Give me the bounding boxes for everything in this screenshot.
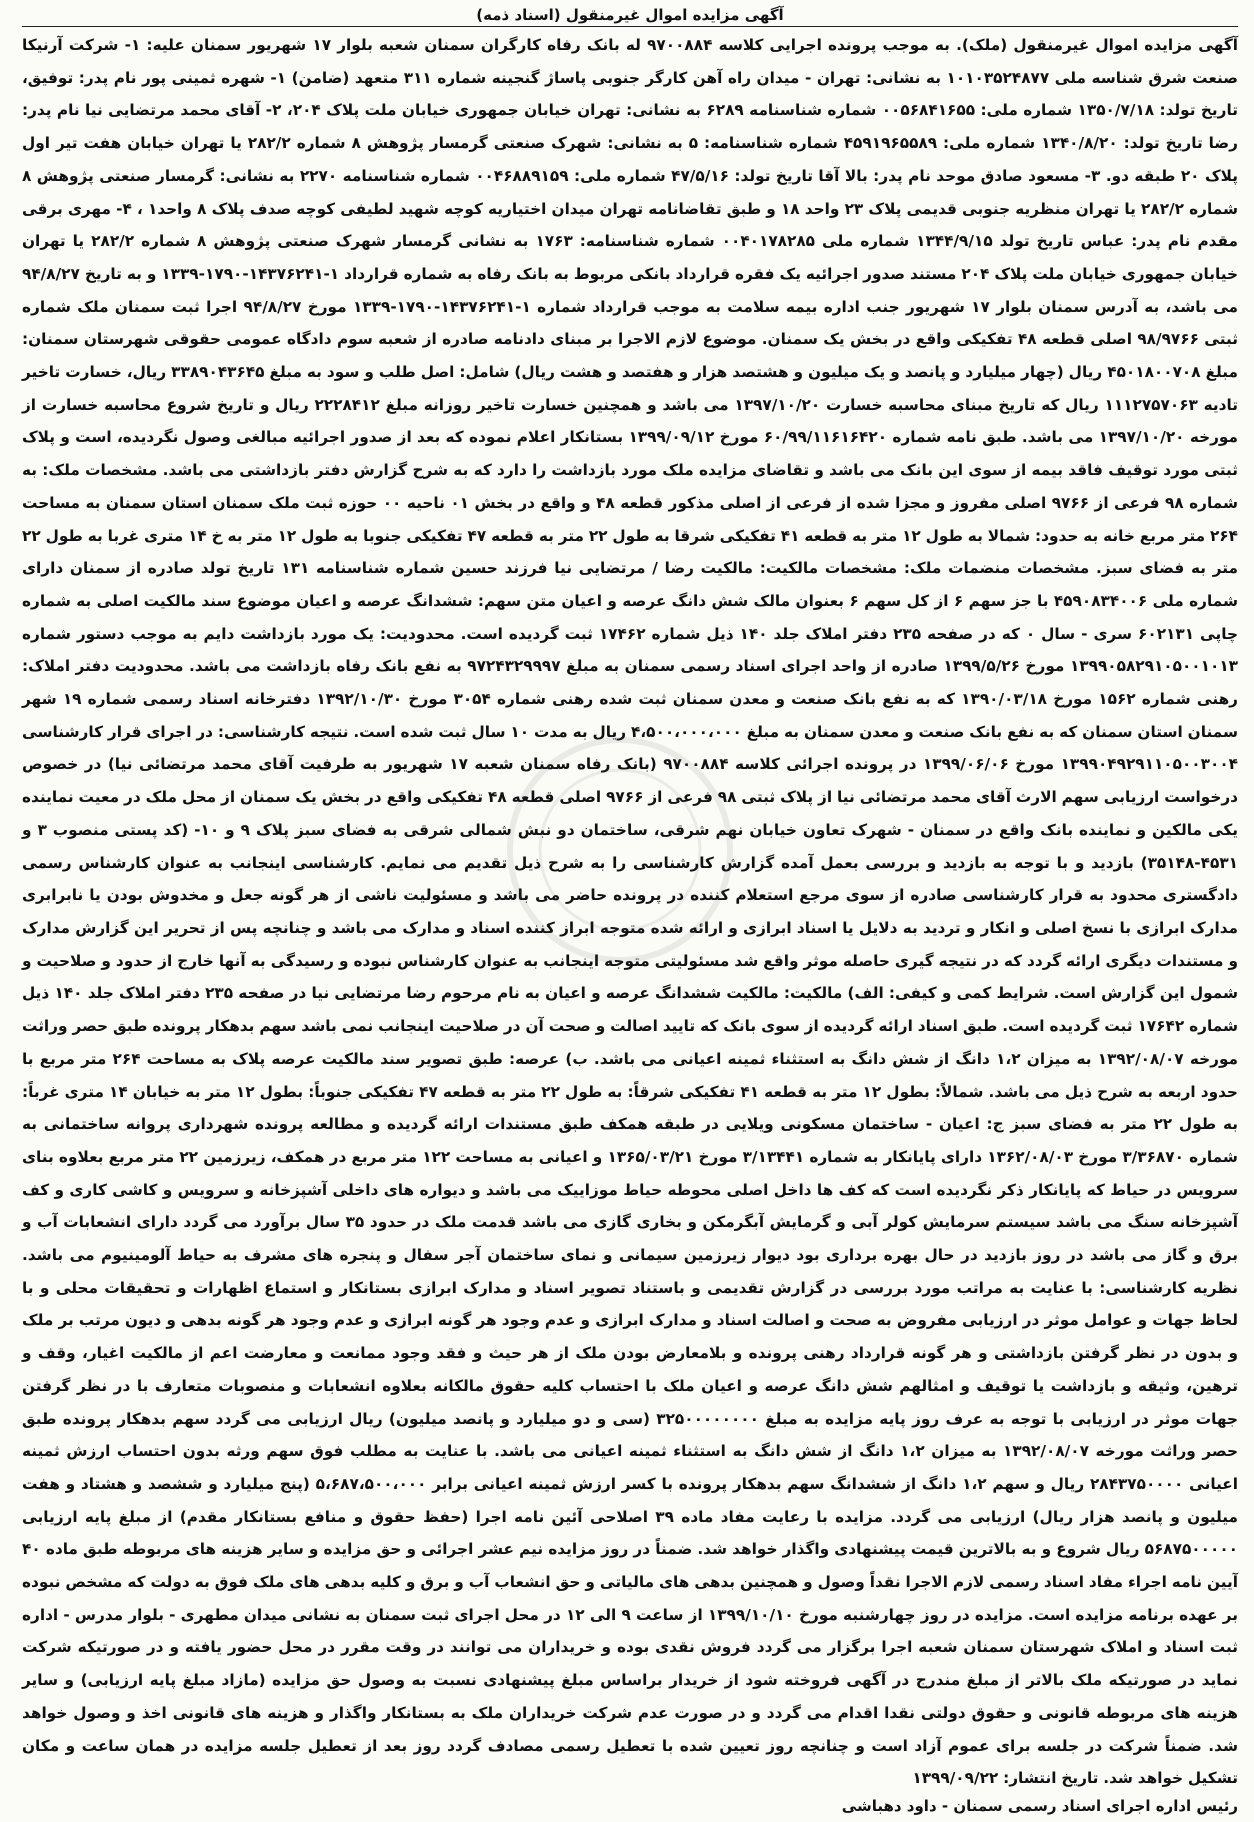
notice-title: آگهی مزایده اموال غیرمنقول (اسناد ذمه) bbox=[476, 6, 784, 24]
notice-signature: رئیس اداره اجرای اسناد رسمی سمنان - داود دهباشی bbox=[841, 1796, 1238, 1815]
notice-body: آگهی مزایده اموال غیرمنقول (ملک). به موجب پرونده اجرایی کلاسه ۹۷۰۰۸۸۴ له بانک رفاه کارگران سمنان شعبه بلوار ۱۷ شهریور سمنان علیه: ۱- شرکت آرنیکا صنعت شرق شناسه ملی ۱۰۱۰۳۵۲۴۸۷۷ به نشانی: تهران - میدان راه آهن کارگر جنوبی پاساژ گنجینه شماره ۳۱۱ متعهد (ضامن) ۱- شهره ثمینی پور نام پدر: توفیق، تاریخ تولد: ۱۳۵۰/۷/۱۸ شماره ملی: ۰۰۵۶۸۴۱۶۵۵ شماره شناسنامه ۶۲۸۹ به نشانی: تهران خیابان جمهوری خیابان ملت پلاک ۲۰۴، ۲- آقای محمد مرتضایی نیا نام پدر: رضا تاریخ تولد: ۱۳۴۰/۸/۲۰ شماره ملی: ۴۵۹۱۹۶۵۵۸۹ شماره شناسنامه: ۵ به نشانی: شهرک صنعتی گرمسار پژوهش ۸ شماره ۲۸۲/۲ یا تهران خیابان هفت تیر اول پلاک ۲۰ طبقه دو. ۳- مسعود صادق موحد نام پدر: بالا آقا تاریخ تولد: ۴۷/۵/۱۶ شماره ملی: ۰۰۴۶۸۸۹۱۵۹ شماره شناسنامه ۲۲۷۰ به نشانی: گرمسار صنعتی پژوهش ۸ شماره ۲۸۲/۲ یا تهران منظریه جنوبی قدیمی پلاک ۲۳ واحد ۱۸ و طبق تقاضانامه تهران میدان اختیاریه کوچه شهید لطیفی کوچه صدف پلاک ۸ واحد۱ ، ۴- مهری برقی مقدم نام پدر: عباس تاریخ تولد ۱۳۴۴/۹/۱۵ شماره ملی ۰۰۴۰۱۷۸۲۸۵ شماره شناسنامه: ۱۷۶۳ به نشانی گرمسار شهرک صنعتی پژوهش ۸ شماره ۲۸۲/۲ یا تهران خیابان جمهوری خیابان ملت پلاک ۲۰۴ مستند صدور اجرائیه یک فقره قرارداد بانکی مربوط به بانک رفاه به شماره قرارداد ۱-۱۴۳۷۶۲۴۱-۱۷۹۰-۱۳۳۹ و به تاریخ ۹۴/۸/۲۷ می باشد، به آدرس سمنان بلوار ۱۷ شهریور جنب اداره بیمه سلامت به موجب قرارداد شماره ۱-۱۴۳۷۶۲۴۱-۱۷۹۰-۱۳۳۹ مورخ ۹۴/۸/۲۷ اجرا ثبت سمنان ملک شماره ثبتی ۹۸/۹۷۶۶ اصلی قطعه ۴۸ تفکیکی واقع در بخش یک سمنان. موضوع لازم الاجرا بر مبنای دادنامه صادره از شعبه سوم دادگاه عمومی حقوقی شهرستان سمنان: مبلغ ۴۵۰۱۸۰۰۷۰۸ ریال (چهار میلیارد و پانصد و یک میلیون و هشتصد هزار و هفتصد و هشت ریال) شامل: اصل طلب و سود به مبلغ ۳۳۸۹۰۴۳۶۴۵ ریال، خسارت تاخیر تادیه ۱۱۱۲۷۵۷۰۶۳ ریال که تاریخ مبنای محاسبه خسارت ۱۳۹۷/۱۰/۲۰ می باشد و همچنین خسارت تاخیر روزانه مبلغ ۲۲۲۸۴۱۲ ریال و تاریخ شروع محاسبه خسارت از مورخه ۱۳۹۷/۱۰/۲۰ می باشد. طبق نامه شماره ۶۰/۹۹/۱۱۶۱۶۴۲۰ مورخ ۱۳۹۹/۰۹/۱۲ بستانکار اعلام نموده که بعد از صدور اجرائیه مبالغی وصول نگردیده، است و پلاک ثبتی مورد توقیف فاقد بیمه از سوی این بانک می باشد و تقاضای مزایده ملک مورد بازداشت را دارد که به شرح گزارش دفتر بازداشتی می باشد. مشخصات ملک: به شماره ۹۸ فرعی از ۹۷۶۶ اصلی مفروز و مجزا شده از فرعی از اصلی مذکور قطعه ۴۸ و واقع در بخش ۰۱ ناحیه ۰۰ حوزه ثبت ملک سمنان استان سمنان به مساحت ۲۶۴ متر مربع خانه به حدود: شمالا به طول ۱۲ متر به قطعه ۴۱ تفکیکی شرقا به طول ۲۲ متر به قطعه ۴۷ تفکیکی جنوبا به طول ۱۲ متر به خ ۱۴ متری غربا به طول ۲۲ متر به فضای سبز. مشخصات منضمات ملک: مشخصات مالکیت: مالکیت رضا / مرتضایی نیا فرزند حسین شماره شناسنامه ۱۳۱ تاریخ تولد صادره از سمنان دارای شماره ملی ۴۵۹۰۸۳۴۰۰۶ با جز سهم ۶ از کل سهم ۶ بعنوان مالک شش دانگ عرصه و اعیان متن سهم: ششدانگ عرصه و اعیان موضوع سند مالکیت اصلی به شماره چاپی ۶۰۲۱۳۱ سری - سال ۰ که در صفحه ۲۳۵ دفتر املاک جلد ۱۴۰ ذیل شماره ۱۷۴۶۲ ثبت گردیده است. محدودیت: یک مورد بازداشت دایم به موجب دستور شماره ۱۳۹۹۰۵۸۲۹۱۰۵۰۰۱۰۱۳ مورخ ۱۳۹۹/۵/۲۶ صادره از واحد اجرای اسناد رسمی سمنان به مبلغ ۹۷۲۴۳۲۹۹۹۷ به نفع بانک رفاه بازداشت می باشد. محدودیت دفتر املاک: رهنی شماره ۱۵۶۲ مورخ ۱۳۹۰/۰۳/۱۸ که به نفع بانک صنعت و معدن سمنان ثبت شده رهنی شماره ۳۰۵۴ مورخ ۱۳۹۲/۱۰/۳۰ دفترخانه اسناد رسمی شماره ۱۹ شهر سمنان استان سمنان که به نفع بانک صنعت و معدن سمنان به مبلغ ۴،۵۰۰،۰۰۰،۰۰۰ ریال به مدت ۱۰ سال ثبت شده است. نتیجه کارشناسی: در اجرای قرار کارشناسی ۱۳۹۹۰۴۹۲۹۱۱۰۵۰۰۳۰۰۴ مورخ ۱۳۹۹/۰۶/۰۶ در پرونده اجرائی کلاسه ۹۷۰۰۸۸۴ (بانک رفاه سمنان شعبه ۱۷ شهریور به طرفیت آقای محمد مرتضائی نیا) در خصوص درخواست ارزیابی سهم الارث آقای محمد مرتضائی نیا از پلاک ثبتی ۹۸ فرعی از ۹۷۶۶ اصلی قطعه ۴۸ تفکیکی واقع در بخش یک سمنان از محل ملک در معیت نماینده یکی مالکین و نماینده بانک واقع در سمنان - شهرک تعاون خیابان نهم شرقی، ساختمان دو نبش شمالی شرقی به فضای سبز پلاک ۹ و ۱۰- (کد پستی منصوب ۳ و ۴۵۳۱-۳۵۱۴۸) بازدید و با توجه به بازدید و بررسی بعمل آمده گزارش کارشناسی را به شرح ذیل تقدیم می نمایم. کارشناسی اینجانب به عنوان کارشناس رسمی دادگستری محدود به قرار کارشناسی صادره از سوی مرجع استعلام کننده در پرونده حاضر می باشد و مسئولیت ناشی از هر گونه جعل و مخدوش بودن یا نابرابری مدارک ابرازی با نسخ اصلی و انکار و تردید به دلایل یا اسناد ابرازی و ارائه شده متوجه ابراز کننده اسناد و مدارک می باشد و چنانچه پس از تحریر این گزارش مدارک و مستندات دیگری ارائه گردد که در نتیجه گیری حاصله موثر واقع شد مسئولیتی متوجه اینجانب به عنوان کارشناس نبوده و رسیدگی به آنها خارج از حدود و صلاحیت و شمول این گزارش است. شرایط کمی و کیفی: الف) مالکیت: مالکیت ششدانگ عرصه و اعیان به نام مرحوم رضا مرتضایی نیا در صفحه ۲۳۵ دفتر املاک جلد ۱۴۰ ذیل شماره ۱۷۶۴۲ ثبت گردیده است. طبق اسناد ارائه گردیده از سوی بانک که تایید اصالت و صحت آن در صلاحیت اینجانب نمی باشد سهم بدهکار پرونده طبق حصر وراثت مورخه ۱۳۹۲/۰۸/۰۷ به میزان ۱،۲ دانگ از شش دانگ به استثناء ثمینه اعیانی می باشد. ب) عرصه: طبق تصویر سند مالکیت عرصه پلاک به مساحت ۲۶۴ متر مربع با حدود اربعه به شرح ذیل می باشد. شمالاً: بطول ۱۲ متر به قطعه ۴۱ تفکیکی شرقاً: به طول ۲۲ متر به قطعه ۴۷ تفکیکی جنوباً: بطول ۱۲ متر به خیابان ۱۴ متری غرباً: به طول ۲۲ متر به فضای سبز ج: اعیان - ساختمان مسکونی ویلایی در طبقه همکف طبق مستندات ارائه گردیده و مطالعه پرونده شهرداری پروانه ساختمانی به شماره ۳/۳۶۸۷۰ مورخ ۱۳۶۲/۰۸/۰۳ دارای پایانکار به شماره ۳/۱۳۴۴۱ مورخ ۱۳۶۵/۰۳/۲۱ و اعیانی به مساحت ۱۲۲ متر مربع در همکف، زیرزمین ۲۲ متر مربع بعلاوه بنای سرویس در حیاط که پایانکار ذکر نگردیده است که کف ها داخل اصلی محوطه حیاط موزاییک می باشد و دیواره های داخلی آشپزخانه و سرویس و کاشی کاری و کف آشپزخانه سنگ می باشد سیستم سرمایش کولر آبی و گرمایش آبگرمکن و بخاری گازی می باشد قدمت ملک در حدود ۳۵ سال برآورد می گردد دارای انشعابات آب و برق و گاز می باشد در روز بازدید در حال بهره برداری بود دیوار زیرزمین سیمانی و نمای ساختمان آجر سفال و پنجره های مشرف به حیاط آلومینیوم می باشد. نظریه کارشناسی: با عنایت به مراتب مورد بررسی در گزارش تقدیمی و باستناد تصویر اسناد و مدارک ابرازی بستانکار و استماع اظهارات و تحقیقات محلی و با لحاظ جهات و عوامل موثر در ارزیابی مفروض به صحت و اصالت اسناد و مدارک ابرازی و عدم وجود هر گونه ابرازی و عدم وجود هر گونه بدهی و دیون مرتب بر ملک و بدون در نظر گرفتن بازداشتی و هر گونه قرارداد رهنی پرونده و بلامعارض بودن ملک از هر حیث و فقد وجود ممانعت و معارضت اعم از مالکیت اغیار، وقف و ترهین، وثیقه و بازداشت یا توقیف و امثالهم شش دانگ عرصه و اعیان ملک با احتساب کلیه حقوق مالکانه بعلاوه انشعابات و منصوبات متعارف با در نظر گرفتن جهات موثر در ارزیابی با توجه به عرف روز پایه مزایده به مبلغ ۳۲۵۰۰۰۰۰۰۰۰ (سی و دو میلیارد و پانصد میلیون) ریال ارزیابی می گردد سهم بدهکار پرونده طبق حصر وراثت مورخه ۱۳۹۲/۰۸/۰۷ به میزان ۱،۲ دانگ از شش دانگ به استثناء ثمینه اعیانی می باشد. با عنایت به مطلب فوق سهم ورثه بدون احتساب ارزش ثمینه اعیانی ۲۸۴۳۷۵۰۰۰۰ ریال و سهم ۱،۲ دانگ از ششدانگ سهم بدهکار پرونده با کسر ارزش ثمینه اعیانی برابر ۵،۶۸۷،۵۰۰،۰۰۰ (پنج میلیارد و ششصد و هشتاد و هفت میلیون و پانصد هزار ریال) ارزیابی می گردد. مزایده با رعایت مفاد ماده ۳۹ اصلاحی آئین نامه اجرا (حفظ حقوق و منافع بستانکار مقدم) از مبلغ پایه ارزیابی ۵۶۸۷۵۰۰۰۰۰ ریال شروع و به بالاترین قیمت پیشنهادی واگذار خواهد شد. ضمناً در روز مزایده نیم عشر اجرائی و حق مزایده و سایر هزینه های مربوطه طبق ماده ۴۰ آیین نامه اجراء مفاد اسناد رسمی لازم الاجرا نقداً وصول و همچنین بدهی های مالیاتی و حق انشعاب آب و برق و کلیه بدهی های ملک فوق به دولت که مشخص نبوده بر عهده برنامه مزایده است. مزایده در روز چهارشنبه مورخ ۱۳۹۹/۱۰/۱۰ از ساعت ۹ الی ۱۲ در محل اجرای ثبت سمنان به نشانی میدان مطهری - بلوار مدرس - اداره ثبت اسناد و املاک شهرستان سمنان شعبه اجرا برگزار می گردد فروش نقدی بوده و خریداران می توانند در وقت مقرر در محل حضور یافته و در صورتیکه شرکت نماید در صورتیکه ملک بالاتر از مبلغ مندرج در آگهی فروخته شود از خریدار براساس مبلغ پیشنهادی نسبت به وصول حق مزایده (مازاد مبلغ پایه ارزیابی) و سایر هزینه های مربوطه قانونی و حقوق دولتی نقدا اقدام می گردد و در صورت عدم شرکت خریداران ملک به بستانکار واگذار و هزینه های قانونی اخذ و وصول خواهد شد. ضمناً شرکت در جلسه برای عموم آزاد است و چنانچه روز تعیین شده با تعطیل رسمی مصادف گردد روز بعد از تعطیل جلسه مزایده در همان ساعت و مکان تشکیل خواهد شد. تاریخ انتشار: ۱۳۹۹/۰۹/۲۲ bbox=[22, 36, 1239, 1788]
title-divider bbox=[22, 26, 1238, 27]
